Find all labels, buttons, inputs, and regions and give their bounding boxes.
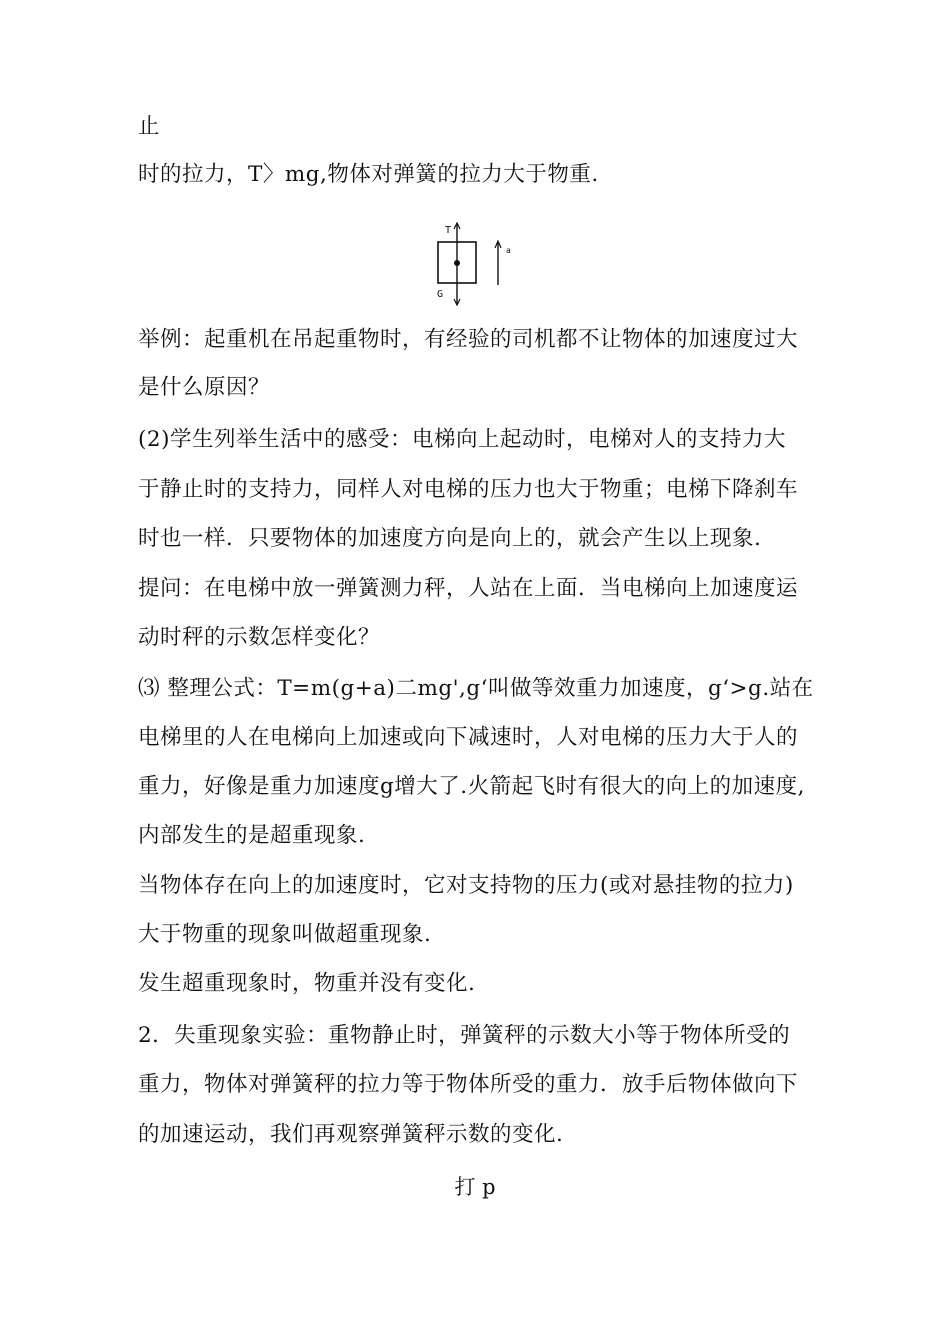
tension-label: T xyxy=(445,225,452,236)
text-line-17: 2．失重现象实验：重物静止时，弹簧秤的示数大小等于物体所受的 xyxy=(138,1023,791,1048)
force-diagram xyxy=(428,218,528,308)
text-line-11: 电梯里的人在电梯向上加速或向下减速时，人对电梯的压力大于人的 xyxy=(138,725,799,750)
text-line-4: 是什么原因？ xyxy=(138,375,271,400)
text-line-9: 动时秤的示数怎样变化？ xyxy=(138,625,381,650)
text-line-19: 的加速运动，我们再观察弹簧秤示数的变化. xyxy=(138,1122,564,1147)
text-line-2: 时的拉力，T〉mg,物体对弹簧的拉力大于物重. xyxy=(138,162,599,187)
text-line-14: 当物体存在向上的加速度时，它对支持物的压力(或对悬挂物的拉力) xyxy=(138,873,794,898)
text-line-12: 重力，好像是重力加速度g增大了.火箭起飞时有很大的向上的加速度, xyxy=(138,774,805,799)
text-line-3: 举例：起重机在吊起重物时，有经验的司机都不让物体的加速度过大 xyxy=(138,327,799,352)
force-diagram-svg xyxy=(428,218,528,308)
text-line-15: 大于物重的现象叫做超重现象. xyxy=(138,922,432,947)
gravity-label: G xyxy=(437,289,444,300)
text-line-10: ⑶ 整理公式：T=m(g+a)二mg',g‘叫做等效重力加速度，g‘>g.站在 xyxy=(138,676,814,701)
text-line-1: 止 xyxy=(138,114,161,139)
text-line-13: 内部发生的是超重现象. xyxy=(138,823,366,848)
text-line-7: 时也一样．只要物体的加速度方向是向上的，就会产生以上现象. xyxy=(138,526,762,551)
text-line-8: 提问：在电梯中放一弹簧测力秤，人站在上面．当电梯向上加速度运 xyxy=(138,576,799,601)
text-line-16: 发生超重现象时，物重并没有变化. xyxy=(138,971,476,996)
text-line-6: 于静止时的支持力，同样人对电梯的压力也大于物重；电梯下降刹车 xyxy=(138,477,799,502)
acceleration-label: a xyxy=(506,246,511,255)
text-line-18: 重力，物体对弹簧秤的拉力等于物体所受的重力．放手后物体做向下 xyxy=(138,1072,799,1097)
figure-caption: 打 p xyxy=(454,1175,496,1199)
text-line-5: (2)学生列举生活中的感受：电梯向上起动时，电梯对人的支持力大 xyxy=(138,427,786,452)
